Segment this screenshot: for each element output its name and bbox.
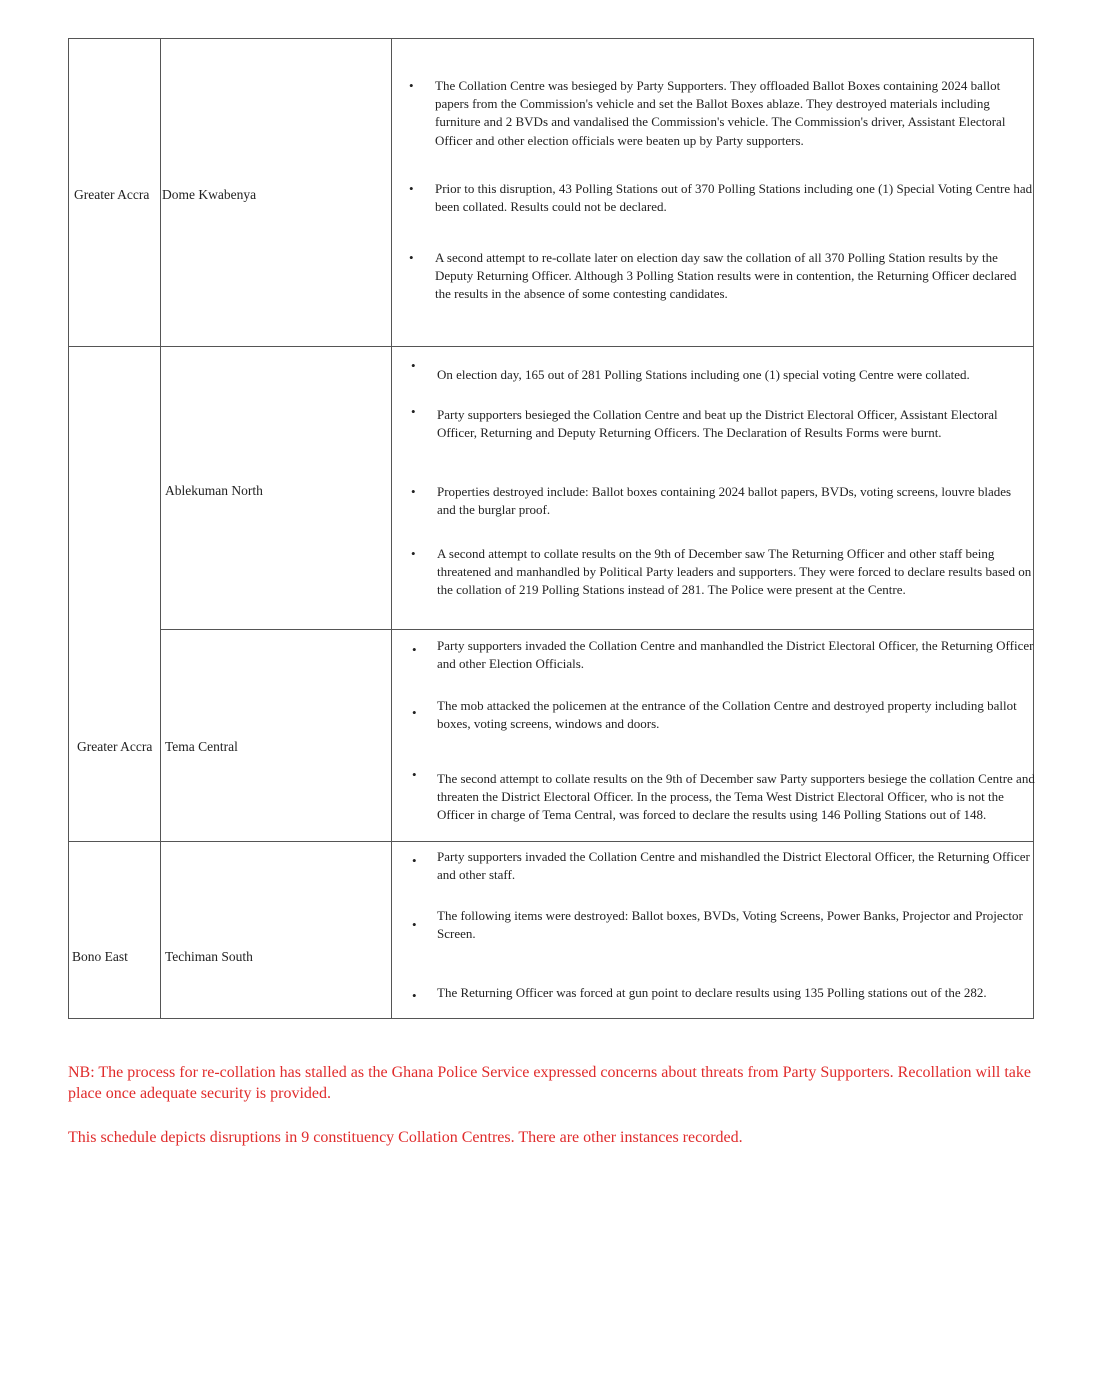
row-divider-2 bbox=[160, 629, 1033, 630]
schedule-note: This schedule depicts disruptions in 9 constituency Collation Centres. There are other instances recorded. bbox=[68, 1129, 743, 1146]
bullet-marker: • bbox=[411, 546, 416, 561]
bullet-marker: • bbox=[409, 250, 414, 265]
bullet-text: The second attempt to collate results on the 9th of December saw Party supporters besiege the collation Centre and threaten the District Electoral Officer. In the process, the Tema West District Electoral Officer, who is not the Officer in charge of Tema Central, was forced to declare the results using 146 Polling Stations out of 148. bbox=[437, 771, 1035, 823]
bullet-text: On election day, 165 out of 281 Polling Stations including one (1) special voting Centre were collated. bbox=[437, 367, 970, 382]
constituency-cell: Techiman South bbox=[165, 949, 253, 964]
bullet-marker: • bbox=[412, 917, 417, 932]
bullet-marker: • bbox=[409, 181, 414, 196]
constituency-cell: Ablekuman North bbox=[165, 483, 263, 498]
bullet-text: Properties destroyed include: Ballot boxes containing 2024 ballot papers, BVDs, voting screens, louvre blades and the burglar proof. bbox=[437, 484, 1012, 518]
bullet-text: The Collation Centre was besieged by Party Supporters. They offloaded Ballot Boxes containing 2024 ballot papers from the Commission's vehicle and set the Ballot Boxes ablaze. They destroyed materials including furniture and 2 BVDs and vandalised the Commission's vehicle. The Commission's driver, Assistant Electoral Officer and other election officials were beaten up by Party supporters. bbox=[435, 78, 1006, 148]
bullet-marker: • bbox=[412, 705, 417, 720]
bullet-text: Party supporters invaded the Collation Centre and manhandled the District Electoral Officer, the Returning Officer and other Election Officials. bbox=[437, 638, 1034, 672]
disruptions-table bbox=[68, 38, 1034, 1019]
constituency-cell: Tema Central bbox=[165, 739, 238, 754]
constituency-cell: Dome Kwabenya bbox=[162, 187, 257, 202]
row-divider-1 bbox=[69, 346, 1033, 347]
bullet-marker: • bbox=[409, 78, 414, 93]
nb-note: NB: The process for re-collation has stalled as the Ghana Police Service expressed concerns about threats from Party Supporters. Recollation will take place once adequate security is provided. bbox=[68, 1064, 1031, 1102]
row-divider-3 bbox=[69, 841, 1033, 842]
bullet-text: A second attempt to collate results on the 9th of December saw The Returning Officer and other staff being threatened and manhandled by Political Party leaders and supporters. They were forced to declare results based on the collation of 219 Polling Stations instead of 281. The Police were present at the Centre. bbox=[437, 546, 1032, 598]
column-divider-constituency bbox=[391, 39, 392, 1018]
bullet-marker: • bbox=[411, 404, 416, 419]
bullet-text: The Returning Officer was forced at gun point to declare results using 135 Polling stations out of the 282. bbox=[437, 985, 987, 1000]
bullet-marker: • bbox=[411, 484, 416, 499]
region-cell: Greater Accra bbox=[74, 187, 150, 202]
bullet-marker: • bbox=[411, 358, 416, 373]
bullet-text: The mob attacked the policemen at the entrance of the Collation Centre and destroyed property including ballot boxes, voting screens, windows and doors. bbox=[437, 698, 1017, 732]
bullet-marker: • bbox=[412, 642, 417, 657]
region-cell: Greater Accra bbox=[77, 739, 153, 754]
bullet-text: The following items were destroyed: Ballot boxes, BVDs, Voting Screens, Power Banks, Projector and Projector Screen. bbox=[437, 908, 1023, 942]
bullet-marker: • bbox=[412, 853, 417, 868]
column-divider-region bbox=[160, 39, 161, 1018]
bullet-text: Party supporters invaded the Collation Centre and mishandled the District Electoral Officer, the Returning Officer and other staff. bbox=[437, 849, 1030, 883]
bullet-text: A second attempt to re-collate later on election day saw the collation of all 370 Polling Station results by the Deputy Returning Officer. Although 3 Polling Station results were in contention, the Returning Officer declared the results in the absence of some contesting candidates. bbox=[435, 250, 1017, 302]
bullet-marker: • bbox=[412, 988, 417, 1003]
bullet-marker: • bbox=[412, 767, 417, 782]
bullet-text: Prior to this disruption, 43 Polling Stations out of 370 Polling Stations including one (1) Special Voting Centre had been collated. Results could not be declared. bbox=[435, 181, 1033, 215]
region-cell: Bono East bbox=[72, 949, 128, 964]
bullet-text: Party supporters besieged the Collation Centre and beat up the District Electoral Officer, Assistant Electoral Officer, Returning and Deputy Returning Officers. The Declaration of Results Forms were burnt. bbox=[437, 407, 998, 441]
